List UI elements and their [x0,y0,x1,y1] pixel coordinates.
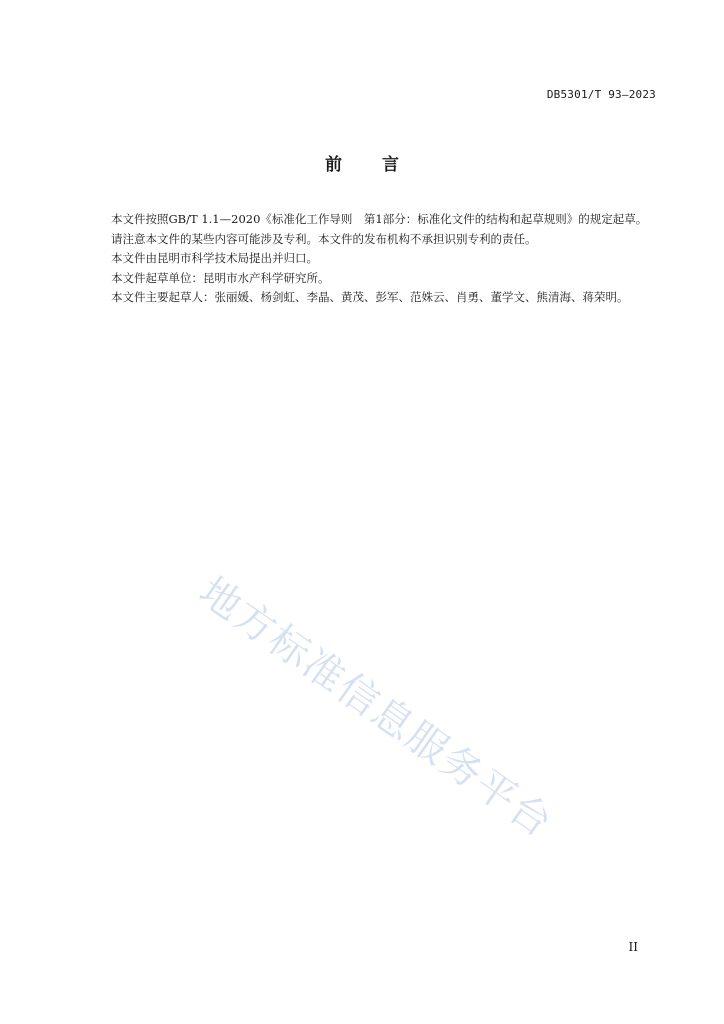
paragraph-proposer: 本文件由昆明市科学技术局提出并归口。 [111,251,318,265]
preface-body [88,210,656,308]
paragraph-drafters: 本文件主要起草人：张丽媛、杨剑虹、李晶、黄茂、彭军、范姝云、肖勇、董学文、熊清海、蒋荣明。 [111,290,629,304]
document-code: DB5301/T 93—2023 [546,88,656,101]
paragraph-drafting-rules: 本文件按照GB/T 1.1—2020《标准化工作导则 第1部分：标准化文件的结构和起草规则》的规定起草。 [111,212,648,226]
page-title [0,150,724,175]
title-char-2: 言 [382,155,399,175]
paragraph-patent-notice: 请注意本文件的某些内容可能涉及专利。本文件的发布机构不承担识别专利的责任。 [111,231,537,246]
watermark: 地方标准信息服务平台 [190,568,562,848]
title-char-1: 前 [325,155,342,175]
paragraph-drafting-unit: 本文件起草单位：昆明市水产科学研究所。 [111,270,330,285]
page-number: II [628,940,638,954]
